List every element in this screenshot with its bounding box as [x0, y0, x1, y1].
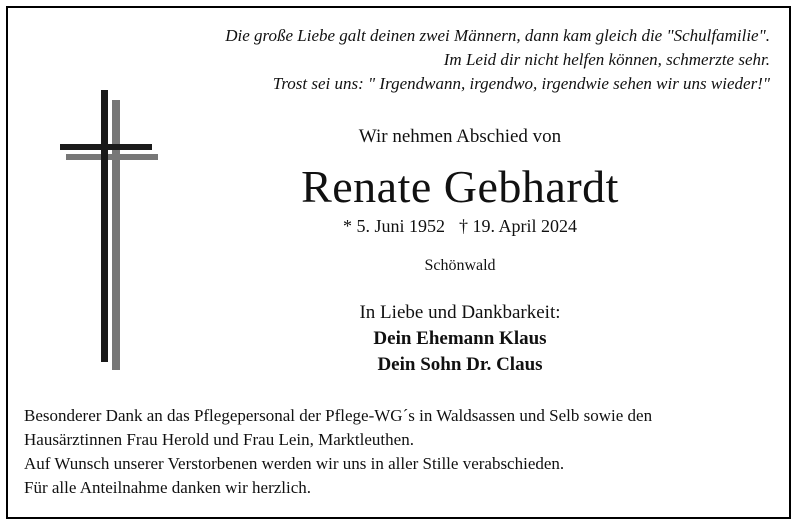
cross-vertical	[101, 90, 108, 362]
cross-shadow-vertical	[112, 100, 120, 370]
footer-note	[24, 404, 774, 500]
death-date: † 19. April 2024	[459, 216, 578, 236]
mourner-name: Dein Ehemann Klaus	[373, 328, 547, 349]
mourner-name: Dein Sohn Dr. Claus	[377, 354, 543, 375]
deceased-name: Renate Gebhardt	[301, 161, 619, 212]
footer-line: Für alle Anteilnahme danken wir herzlich.	[24, 478, 312, 497]
footer-line: Auf Wunsch unserer Verstorbenen werden wir uns in aller Stille verabschieden.	[24, 454, 565, 473]
quote-line: Im Leid dir nicht helfen können, schmerzte sehr.	[443, 50, 770, 69]
footer-line: Hausärztinnen Frau Herold und Frau Lein, Marktleuthen.	[24, 430, 414, 449]
quote-line: Die große Liebe galt deinen zwei Männern, dann kam gleich die "Schulfamilie".	[225, 26, 770, 45]
place: Schönwald	[424, 257, 496, 274]
quote-line: Trost sei uns: " Irgendwann, irgendwo, irgendwie sehen wir uns wieder!"	[272, 74, 770, 93]
footer-line: Besonderer Dank an das Pflegepersonal der Pflege-WG´s in Waldsassen und Selb sowie den	[24, 406, 653, 425]
mourners-heading: In Liebe und Dankbarkeit:	[359, 302, 561, 323]
birth-date: * 5. Juni 1952	[342, 216, 445, 236]
life-dates	[200, 216, 720, 237]
intro-text: Wir nehmen Abschied von	[358, 126, 562, 147]
cross-shadow-horizontal	[66, 154, 158, 160]
cross-horizontal	[60, 144, 152, 150]
